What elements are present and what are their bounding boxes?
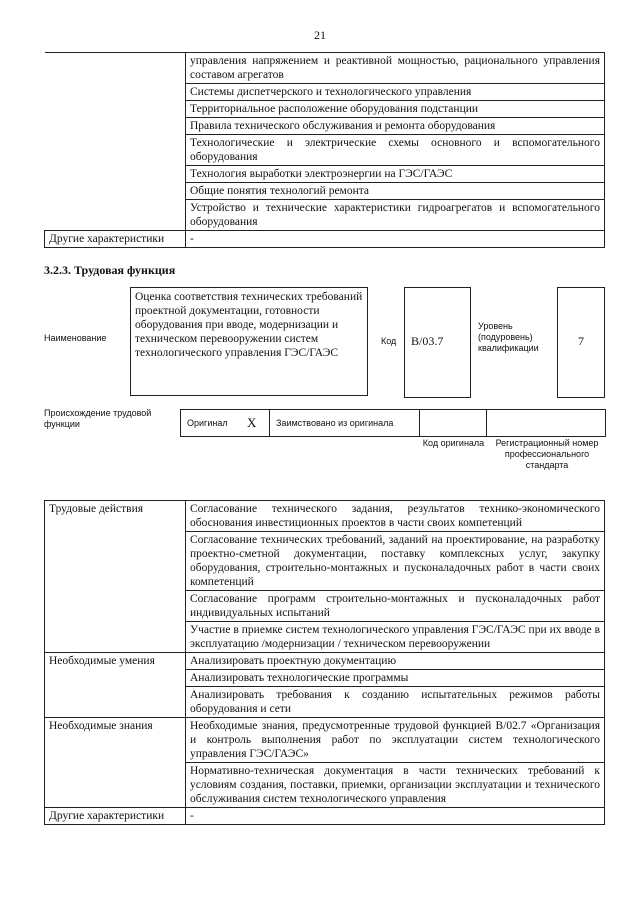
- section-heading: 3.2.3. Трудовая функция: [44, 263, 176, 277]
- knowledge-item: Технология выработки электроэнергии на ГЭС/ГАЭС: [186, 166, 605, 183]
- code-value: B/03.7: [411, 334, 444, 348]
- empty-label-cell: [45, 53, 186, 231]
- page-number: 21: [314, 28, 326, 42]
- skill-item: Анализировать технологические программы: [186, 670, 605, 687]
- origin-row: [180, 409, 606, 437]
- name-label: Наименование: [44, 333, 107, 343]
- caption-reg: Регистрационный номер профессионального стандарта: [495, 438, 599, 470]
- skill-item: Анализировать проектную документацию: [186, 653, 605, 670]
- knowledge-item: Территориальное расположение оборудования подстанции: [186, 101, 605, 118]
- skills-label: Необходимые умения: [45, 653, 186, 718]
- function-name-box: Оценка соответствия технических требований проектной документации, готовности оборудования при вводе, модернизации и техническом перевооружении систем технологического управления ГЭС/ГАЭС: [130, 287, 368, 396]
- code-box: [404, 287, 471, 398]
- knowledge-item: Нормативно-техническая документация в части технических требований к условиям создания, поставки, приемки, организации эксплуатации и технического обслуживания систем технологического управления: [186, 763, 605, 808]
- origin-original-label: Оригинал: [187, 418, 228, 428]
- origin-label: Происхождение трудовой функции: [44, 408, 152, 429]
- knowledge-item: Устройство и технические характеристики гидроагрегатов и вспомогательного оборудования: [186, 200, 605, 231]
- knowledge-item: управления напряжением и реактивной мощностью, рационального управления составом агрегатов: [186, 53, 605, 84]
- skill-item: Анализировать требования к созданию испытательных режимов работы оборудования и сети: [186, 687, 605, 718]
- other-characteristics-value: -: [186, 231, 605, 248]
- origin-borrowed-cell: [269, 410, 419, 436]
- other-characteristics-value: -: [186, 808, 605, 825]
- knowledge-item: Необходимые знания, предусмотренные трудовой функцией B/02.7 «Организация и контроль выполнения работ по эксплуатации систем технологического управления ГЭС/ГАЭС»: [186, 718, 605, 763]
- knowledge-item: Технологические и электрические схемы основного и вспомогательного оборудования: [186, 135, 605, 166]
- caption-code: Код оригинала: [422, 438, 485, 448]
- knowledge-label: Необходимые знания: [45, 718, 186, 808]
- level-label: Уровень (подуровень) квалификации: [478, 321, 539, 353]
- origin-borrowed-label: Заимствовано из оригинала: [276, 418, 394, 428]
- other-characteristics-label: Другие характеристики: [45, 808, 186, 825]
- knowledge-table-continued: [44, 52, 605, 248]
- knowledge-item: Правила технического обслуживания и ремонта оборудования: [186, 118, 605, 135]
- actions-label: Трудовые действия: [45, 501, 186, 653]
- knowledge-item: Общие понятия технологий ремонта: [186, 183, 605, 200]
- level-box: [557, 287, 605, 398]
- action-item: Участие в приемке систем технологического управления ГЭС/ГАЭС при их вводе в эксплуатацию /модернизации / техническом перевооружении: [186, 622, 605, 653]
- code-label: Код: [381, 336, 397, 346]
- origin-mark-cell: [243, 410, 269, 436]
- origin-reg-cell: [486, 410, 605, 436]
- level-value: 7: [578, 334, 584, 348]
- origin-original-cell: [181, 410, 243, 436]
- labor-function-table: [44, 500, 605, 825]
- action-item: Согласование технических требований, заданий на проектирование, на разработку проектно-сметной документации, поставку комплексных услуг, закупку оборудования, строительно-монтажных и пусконаладочных работ в части своих компетенций: [186, 532, 605, 591]
- action-item: Согласование технического задания, результатов технико-экономического обоснования инвестиционных проектов в части своих компетенций: [186, 501, 605, 532]
- origin-mark: X: [247, 415, 257, 430]
- other-characteristics-label: Другие характеристики: [45, 231, 186, 248]
- origin-code-cell: [419, 410, 486, 436]
- action-item: Согласование программ строительно-монтажных и пусконаладочных работ индивидуальных испытаний: [186, 591, 605, 622]
- knowledge-item: Системы диспетчерского и технологического управления: [186, 84, 605, 101]
